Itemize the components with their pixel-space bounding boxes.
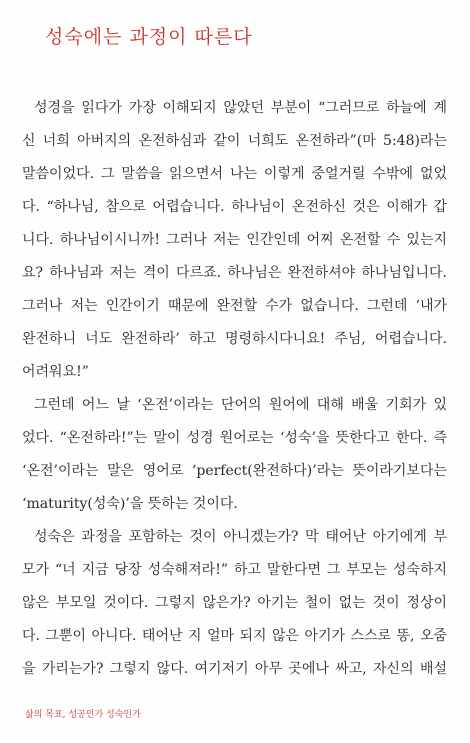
text-line: 었다. “온전하라!”는 말이 성경 원어로는 ‘성숙’을 뜻한다고 한다. 즉 <box>22 430 447 446</box>
body-text <box>22 92 447 686</box>
text-line: 않은 부모일 것이다. 그렇지 않은가? 아기는 철이 없는 것이 정상이 <box>22 595 447 611</box>
text-line: 다. “하나님, 참으로 어렵습니다. 하나님이 온전하신 것은 이해가 갑 <box>22 199 447 215</box>
text-line: ‘maturity(성숙)’을 뜻하는 것이다. <box>22 496 238 512</box>
text-line: 요? 하나님과 저는 격이 다르죠. 하나님은 완전하셔야 하나님입니다. <box>22 265 447 281</box>
text-line: 그런데 어느 날 ‘온전’이라는 단어의 원어에 대해 배울 기회가 있 <box>34 397 447 413</box>
text-line: ‘온전’이라는 말은 영어로 ‘perfect(완전하다)’라는 뜻이라기보다는 <box>22 463 447 479</box>
text-line: 모가 “너 지금 당장 성숙해져라!” 하고 말한다면 그 부모는 성숙하지 <box>22 562 447 578</box>
running-footer: 삶의 목표, 성공인가 성숙인가 <box>25 710 141 720</box>
text-line: 성경을 읽다가 가장 이해되지 않았던 부분이 “그러므로 하늘에 계 <box>34 100 447 116</box>
text-line: 신 너희 아버지의 온전하심과 같이 너희도 온전하라”(마 5:48)라는 <box>22 133 447 149</box>
text-line: 어려워요!” <box>22 364 89 380</box>
text-line: 완전하니 너도 완전하라’ 하고 명령하시다니요! 주님, 어렵습니다. <box>22 331 447 347</box>
text-line: 성숙은 과정을 포함하는 것이 아니겠는가? 막 태어난 아기에게 부 <box>34 529 447 545</box>
text-line: 다. 그뿐이 아니다. 태어난 지 얼마 되지 않은 아기가 스스로 똥, 오줌 <box>22 628 447 644</box>
text-line: 그러나 저는 인간이기 때문에 완전할 수가 없습니다. 그런데 ‘내가 <box>22 298 447 314</box>
text-line: 니다. 하나님이시니까! 그러나 저는 인간인데 어찌 온전할 수 있는지 <box>22 232 447 248</box>
chapter-title: 성숙에는 과정이 따른다 <box>45 26 253 48</box>
text-line: 말씀이었다. 그 말씀을 읽으면서 나는 이렇게 중얼거릴 수밖에 없었 <box>22 166 447 182</box>
text-line: 을 가리는가? 그렇지 않다. 여기저기 아무 곳에나 싸고, 자신의 배설 <box>22 661 447 677</box>
